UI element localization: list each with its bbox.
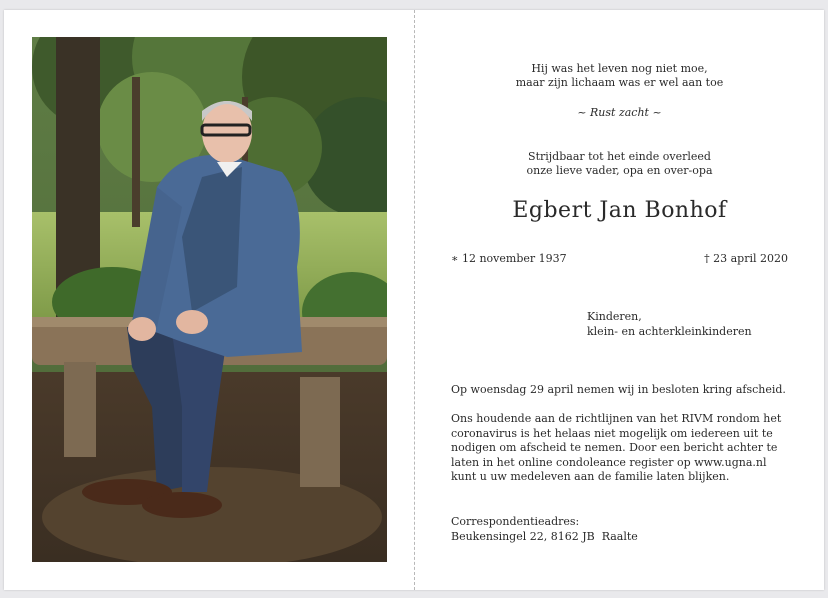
death-date: † 23 april 2020	[704, 252, 788, 265]
notice-line: kunt u uw medeleven aan de familie laten blijken.	[451, 470, 730, 483]
notice-line: laten in het online condoleance register op www.ugna.nl	[451, 455, 767, 469]
quote-line-1: Hij was het leven nog niet moe,	[531, 62, 708, 75]
notice-line: Ons houdende aan de richtlijnen van het RIVM rondom het	[451, 412, 782, 425]
rust-zacht: ~ Rust zacht ~	[577, 106, 662, 119]
correspondence-address: Beukensingel 22, 8162 JB Raalte	[451, 530, 638, 543]
text-panel	[415, 10, 824, 590]
notice-line: nodigen om afscheid te nemen. Door een bericht achter te	[451, 441, 778, 454]
intro-line-1: Strijdbaar tot het einde overleed	[528, 150, 711, 163]
portrait-photo	[32, 37, 387, 562]
quote-line-2: maar zijn lichaam was er wel aan toe	[515, 76, 724, 89]
notice-line: coronavirus is het helaas niet mogelijk om iedereen uit te	[451, 426, 773, 440]
correspondence-label: Correspondentieadres:	[451, 515, 580, 528]
deceased-name: Egbert Jan Bonhof	[512, 198, 727, 223]
intro-line-2: onze lieve vader, opa en over-opa	[526, 164, 713, 177]
birth-date: ∗ 12 november 1937	[451, 252, 567, 265]
funeral-notice: Op woensdag 29 april nemen wij in besloten kring afscheid.	[451, 383, 786, 396]
family-line-2: klein- en achterkleinkinderen	[587, 325, 752, 338]
family-line-1: Kinderen,	[587, 310, 642, 323]
corona-notice	[451, 412, 801, 485]
